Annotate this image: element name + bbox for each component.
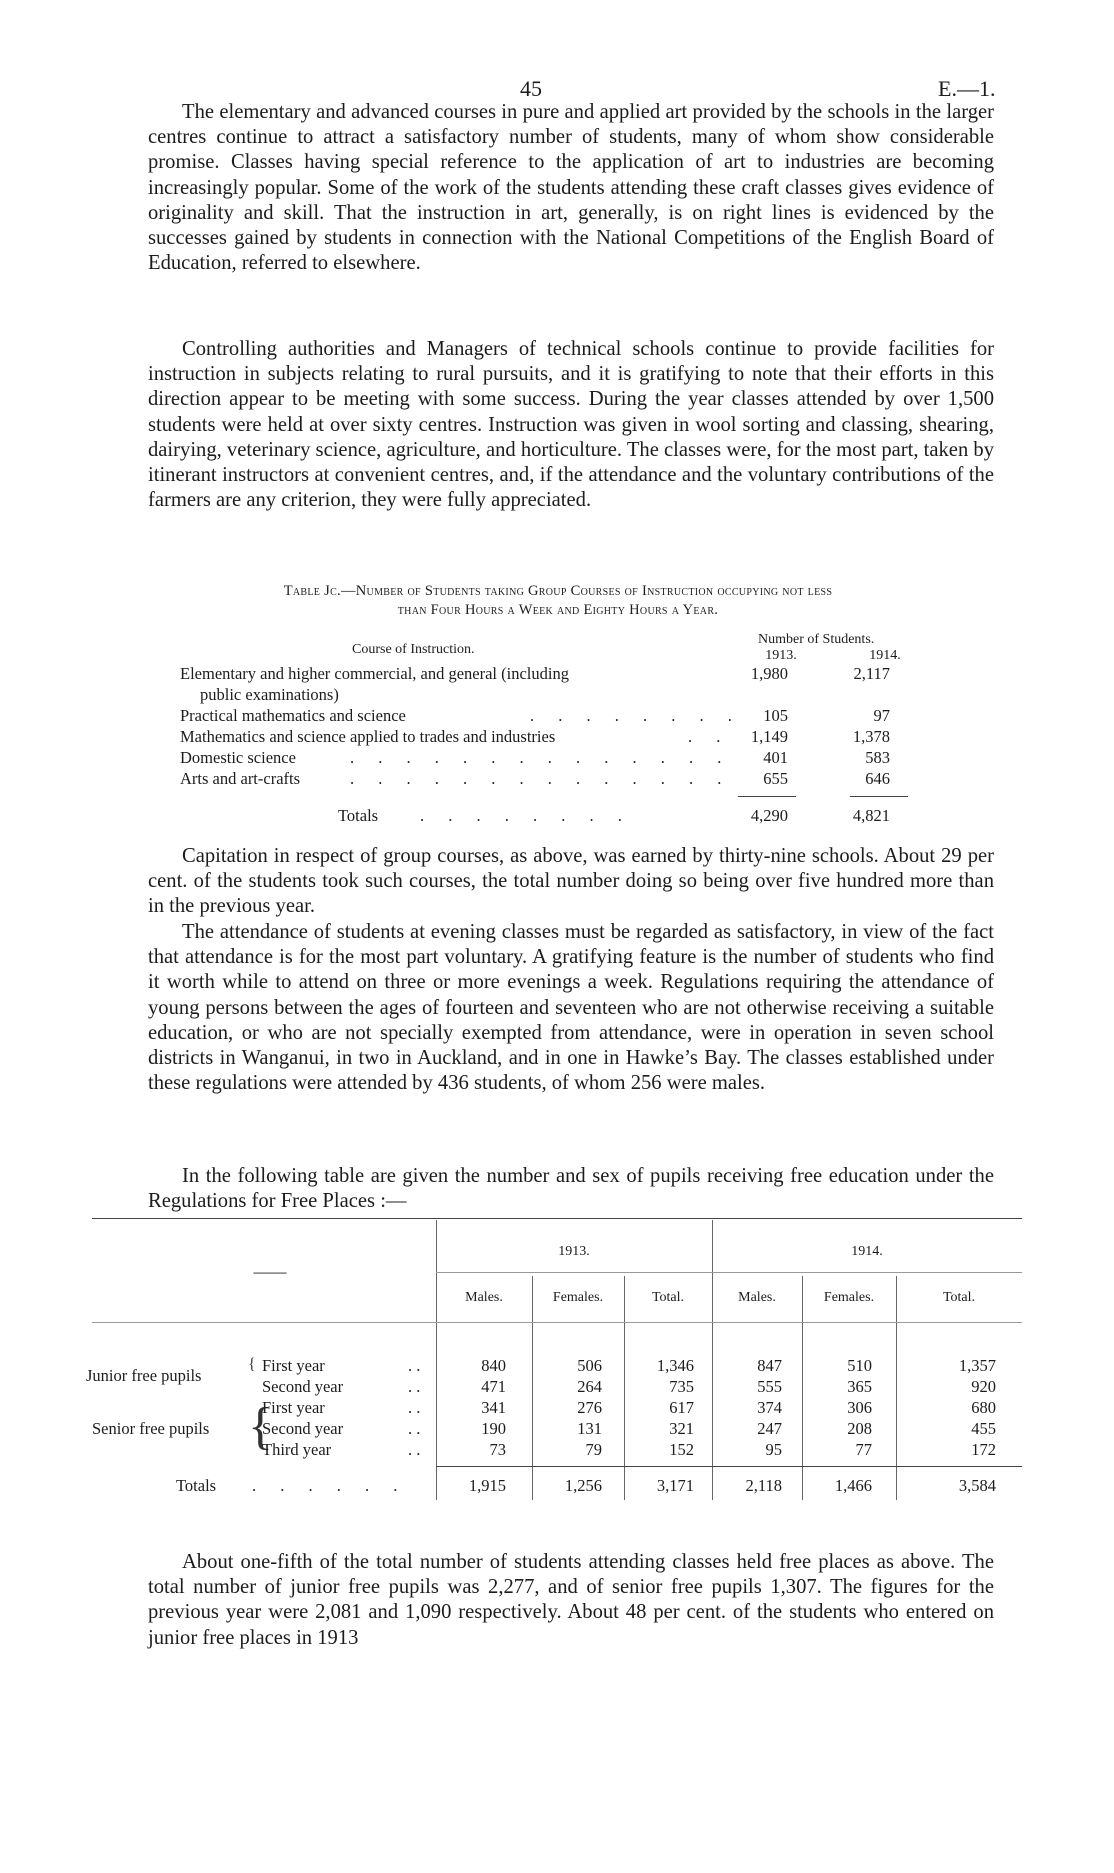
group-label-senior: Senior free pupils xyxy=(92,1419,210,1438)
table-jc-totals-row: Totals . . . . . . . . 4,290 4,821 xyxy=(338,806,890,825)
col-males-1913: Males. xyxy=(465,1290,503,1305)
table-jc-total-1913: 4,290 xyxy=(750,806,788,825)
table-stub-dash: —— xyxy=(253,1262,287,1281)
paragraph-free-places-intro: In the following table are given the number and sex of pupils receiving free education under the Regulations for Free Places :— xyxy=(148,1165,994,1213)
table-jc-title xyxy=(118,582,998,620)
col-total-1914: Total. xyxy=(942,1290,976,1305)
table-jc-sum-rule xyxy=(850,796,908,797)
table-top-rule xyxy=(92,1218,1022,1219)
table-jc-title-line2: than Four Hours a Week and Eighty Hours a Year. xyxy=(397,602,719,618)
table-jc-course: Domestic science xyxy=(180,748,296,767)
table-jc-value-1914: 583 xyxy=(865,748,890,767)
totals-label: Totals xyxy=(176,1476,217,1495)
paragraph-free-places-summary: About one-fifth of the total number of students attending classes held free places as above. The total number of junior free pupils was 2,277, and of senior free pupils 1,307. The figures for the previous year were 2,081 and 1,090 respectively. About 48 per cent. of the students who entered on junior free places in 1913 xyxy=(148,1551,994,1649)
page-reference: E.—1. xyxy=(938,76,996,101)
paragraph-rural-pursuits: Controlling authorities and Managers of technical schools continue to provide facilities for instruction in subjects relating to rural pursuits, and it is gratifying to note that their efforts in this direction appear to be meeting with some success. During the year classes attended by over 1,500 students were held at over sixty centres. Instruction was given in wool sorting and classing, shearing, dairying, veterinary science, agriculture, and horticulture. The classes were, for the most part, taken by itinerant instructors at convenient centres, and, if the attendance and the voluntary contributions of the farmers are any criterion, they were fully appreciated. xyxy=(148,338,994,512)
table-jc-value-1913: 1,980 xyxy=(750,664,788,683)
table-jc-value-1914: 1,378 xyxy=(852,727,890,746)
table-jc-value-1914: 646 xyxy=(865,769,890,788)
group-label-junior: Junior free pupils xyxy=(86,1366,202,1385)
table-jc-row: Practical mathematics and science . . . . . . . . 105 97 xyxy=(180,706,890,725)
page-number: 45 xyxy=(520,76,542,101)
col-females-1913: Females. xyxy=(552,1290,604,1305)
table-jc-row xyxy=(180,664,920,686)
table-jc-row: Domestic science . . . . . . . . . . . . . . 401 583 xyxy=(180,748,890,767)
table-jc-course: Arts and art-crafts xyxy=(180,769,301,788)
table-jc-sum-rule xyxy=(738,796,796,797)
brace-senior: { xyxy=(248,1398,273,1455)
table-jc-col-course: Course of Instruction. xyxy=(352,642,475,657)
table-jc-value-1913: 655 xyxy=(763,769,788,788)
col-total-1913: Total. xyxy=(651,1290,685,1305)
table-jc-total-1914: 4,821 xyxy=(852,806,890,825)
brace-junior: { xyxy=(248,1356,256,1373)
year-1913-header: 1913. xyxy=(558,1244,590,1259)
col-females-1914: Females. xyxy=(823,1290,875,1305)
table-jc-value-1913: 1,149 xyxy=(750,727,788,746)
document-page: 45 E.—1. The elementary and advanced courses in pure and applied art provided by the schools in the larger centres continue to attract a satisfactory number of students, many of whom show considerable promise. Classes having special reference to the application of art to industries are becoming increasingly popular. Some of the work of the students attending these craft classes gives evidence of originality and skill. That the instruction in art, generally, is on right lines is evidenced by the successes gained by students in connection with the National Competitions of the English Board of Education, referred to elsewhere. Controlling authorities and Managers of technical schools continue to provide facilities for instruction in subjects relating to rural pursuits, and it is gratifying to note that their efforts in this direction appear to be meeting with some success. During the year classes attended by over 1,500 students were held at over sixty centres. Instruction was given in wool sorting and classing, shearing, dairying, veterinary science, agriculture, and horticulture. The classes were, for the most part, taken by itinerant instructors at convenient centres, and, if the attendance and the voluntary contributions of the farmers are any criterion, they were fully appreciated. Table Jc.—Number of Students taking Group Courses of Instruction occupying not less than Four Hours a Week and Eighty Hours a Year. Course of Instruction. Number of Students. 1913. 1914. Elementary and higher commercial, and general (including 1,980 2,117 public examinations) Practical mathematics and science . . . . . . . . 105 97 Mathematics and science applied to trades and industries . . 1,149 1,378 Domestic science . . . . . . . . . . . . . . 401 583 Arts and art-crafts . . . . . . . . . . . . . . 655 646 Totals . . . . . . . . 4,290 4,821 Capitation in respect of group courses, as above, was earned by thirty-nine schools. About 29 per cent. of the students took such courses, the total number doing so being over five hundred more than in the previous year. The attendance of students at evening classes must be regarded as satisfactory, in view of the fact that attendance is for the most part voluntary. A gratifying feature is the number of students who find it worth while to attend on three or more evenings a week. Regulations requiring the attendance of young persons between the ages of fourteen and seventeen who are not otherwise receiving a suitable education, or who are not specially exempted from attendance, were in operation in seven school districts in Wanganui, in two in Auckland, and in one in Hawke’s Bay. The classes established under these regulations were attended by 436 students, of whom 256 were males. In the following table are given the number and sex of pupils receiving free education under the Regulations for Free Places :— —— 1913. 1914. Males. Females. Total. Males. Females. Total. Junior free pupils { Senior free pupils { First year . . 840 506 1,346 847 510 1,357 Second year . . 471 264 735 555 365 920 First year . . 341 276 617 374 306 680 Second year . . 190 131 321 247 208 455 Third year . . 73 79 152 95 77 172 Totals . . . . . . 1,915 1,256 3,171 2,118 1,466 3,584 About one-fifth of the total number of students attending classes held free places as above. The total number of junior free pupils was 2,277, and of senior free pupils 1,307. The figures for the previous year were 2,081 and 1,090 respectively. About 48 per cent. of the students who entered on junior free places in 1913 xyxy=(0,0,1114,1873)
col-males-1914: Males. xyxy=(738,1290,776,1305)
table-jc-value-1914: 97 xyxy=(873,706,890,725)
paragraph-evening-classes: The attendance of students at evening classes must be regarded as satisfactory, in view of the fact that attendance is for the most part voluntary. A gratifying feature is the number of students who find it worth while to attend on three or more evenings a week. Regulations requiring the attendance of young persons between the ages of fourteen and seventeen who are not otherwise receiving a suitable education, or who are not specially exempted from attendance, were in operation in seven school districts in Wanganui, in two in Auckland, and in one in Hawke’s Bay. The classes established under these regulations were attended by 436 students, of whom 256 were males. xyxy=(148,921,994,1095)
table-jc-row: Arts and art-crafts . . . . . . . . . . . . . . 655 646 xyxy=(180,769,890,788)
table-jc-title-line1: Table Jc.—Number of Students taking Group Courses of Instruction occupying not less xyxy=(283,583,833,599)
year-1914-header: 1914. xyxy=(851,1244,883,1259)
table-jc-course-cont: public examinations) xyxy=(200,685,339,704)
table-jc-value-1914: 2,117 xyxy=(853,664,890,683)
table-jc-row: Mathematics and science applied to trades and industries . . 1,149 1,378 xyxy=(180,727,890,746)
table-jc-col-1914: 1914. xyxy=(869,648,901,663)
paragraph-capitation: Capitation in respect of group courses, as above, was earned by thirty-nine schools. About 29 per cent. of the students took such courses, the total number doing so being over five hundred more than in the previous year. xyxy=(148,845,994,918)
table-jc-course: Elementary and higher commercial, and general (including xyxy=(180,664,569,683)
table-jc-value-1913: 105 xyxy=(763,706,788,725)
table-jc-value-1913: 401 xyxy=(763,748,788,767)
table-jc-row-continuation xyxy=(200,685,940,707)
table-jc-course: Mathematics and science applied to trades and industries xyxy=(180,727,556,746)
paragraph-art-courses: The elementary and advanced courses in pure and applied art provided by the schools in the larger centres continue to attract a satisfactory number of students, many of whom show considerable promise. Classes having special reference to the application of art to industries are becoming increasingly popular. Some of the work of the students attending these craft classes gives evidence of originality and skill. That the instruction in art, generally, is on right lines is evidenced by the successes gained by students in connection with the National Competitions of the English Board of Education, referred to elsewhere. xyxy=(148,101,994,275)
table-jc-col-group: Number of Students. xyxy=(758,632,875,647)
table-jc-col-1913: 1913. xyxy=(765,648,797,663)
table-jc-totals-label: Totals xyxy=(338,806,379,825)
table-jc-course: Practical mathematics and science xyxy=(180,706,406,725)
